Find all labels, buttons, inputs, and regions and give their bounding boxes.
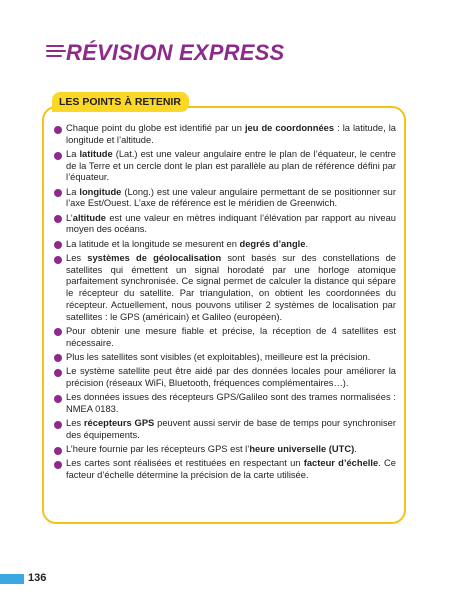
point-text: : la latitude, la longitude et l’altitude.: [66, 123, 396, 145]
panel-title: LES POINTS À RETENIR: [52, 92, 189, 112]
key-term: jeu de coordonnées: [244, 123, 335, 133]
key-point: [54, 326, 396, 349]
key-points-list: [54, 123, 396, 484]
key-term: degrés d’angle: [239, 238, 306, 249]
point-text: est une valeur en mètres indiquant l’élévation par rapport au niveau moyen des océans.: [66, 212, 396, 235]
key-term: systèmes de géolocalisation: [87, 253, 222, 263]
key-point: [54, 418, 396, 441]
bullet-icon: [54, 152, 62, 160]
point-text: Les: [66, 253, 88, 263]
key-point: [54, 239, 396, 251]
point-text: sont basés sur des constellations de satellites qui émettent un signal horodaté par une horloge atomique parfaitement synchronisée. Ce signal permet de calculer la distance qui sépare le récepteur du satellite. Par triangulation, on obtient les coordonnées du récepteur. Actuellement, nous pouvons utiliser 2 systèmes de localisation par satellites : le GPS (américain) et Galileo (européen).: [66, 253, 396, 322]
point-text: . Ce facteur d’échelle détermine la précision de la carte utilisée.: [66, 458, 396, 481]
point-text: peuvent aussi servir de base de temps pour synchroniser des équipements.: [66, 418, 396, 440]
point-text: Le système satellite peut être aidé par des données locales pour améliorer la précision (réseaux WiFi, Bluetooth, fréquences complémentaires…).: [66, 366, 396, 388]
key-point: [54, 366, 396, 389]
page-title: RÉVISION EXPRESS: [66, 40, 285, 65]
point-text: Chaque point du globe est identifié par un: [66, 123, 245, 133]
bullet-icon: [54, 354, 62, 362]
point-text: La latitude et la longitude se mesurent en: [66, 238, 240, 249]
bullet-icon: [54, 215, 62, 223]
speed-lines-icon: [46, 45, 68, 61]
page-number: 136: [28, 572, 47, 584]
key-term: récepteurs GPS: [83, 418, 155, 429]
point-text: La: [66, 186, 80, 197]
point-text: Les cartes sont réalisées et restituées en respectant un: [66, 458, 304, 469]
bullet-icon: [54, 126, 62, 134]
bullet-icon: [54, 189, 62, 197]
bullet-icon: [54, 461, 62, 469]
key-point: [54, 123, 396, 146]
point-text: .: [305, 238, 309, 249]
bullet-icon: [54, 256, 62, 264]
key-point: [54, 352, 396, 364]
key-term: longitude: [79, 186, 122, 197]
bullet-icon: [54, 395, 62, 403]
bullet-icon: [54, 369, 62, 377]
bullet-icon: [54, 328, 62, 336]
key-term: altitude: [72, 212, 106, 223]
point-text: .: [354, 444, 357, 455]
point-text: L’heure fournie par les récepteurs GPS est l’: [66, 444, 250, 455]
key-term: latitude: [79, 149, 113, 159]
key-point: [54, 458, 396, 481]
bullet-icon: [54, 421, 62, 429]
key-point: [54, 392, 396, 415]
key-term: heure universelle (UTC): [249, 444, 355, 455]
page-number-bar: [0, 574, 24, 584]
key-point: [54, 149, 396, 184]
key-point: [54, 253, 396, 323]
point-text: Les: [66, 418, 84, 429]
point-text: Pour obtenir une mesure fiable et précise, la réception de 4 satellites est nécessaire.: [66, 325, 396, 348]
point-text: L’: [66, 212, 73, 223]
point-text: La: [66, 149, 80, 159]
point-text: Plus les satellites sont visibles (et exploitables), meilleure est la précision.: [66, 351, 371, 362]
point-text: (Long.) est une valeur angulaire permettant de se positionner sur l’axe Est/Ouest. L’axe de référence est le méridien de Greenwich.: [66, 186, 396, 209]
bullet-icon: [54, 447, 62, 455]
point-text: (Lat.) est une valeur angulaire entre le plan de l’équateur, le centre de la Terre et un cercle dont le plan est parallèle au plan de référence défini par l’équateur.: [66, 149, 396, 183]
bullet-icon: [54, 241, 62, 249]
key-point: [54, 444, 396, 456]
point-text: Les données issues des récepteurs GPS/Galileo sont des trames normalisées : NMEA 0183.: [66, 392, 396, 414]
key-term: facteur d’échelle: [303, 458, 379, 469]
key-point: [54, 213, 396, 236]
key-point: [54, 187, 396, 210]
